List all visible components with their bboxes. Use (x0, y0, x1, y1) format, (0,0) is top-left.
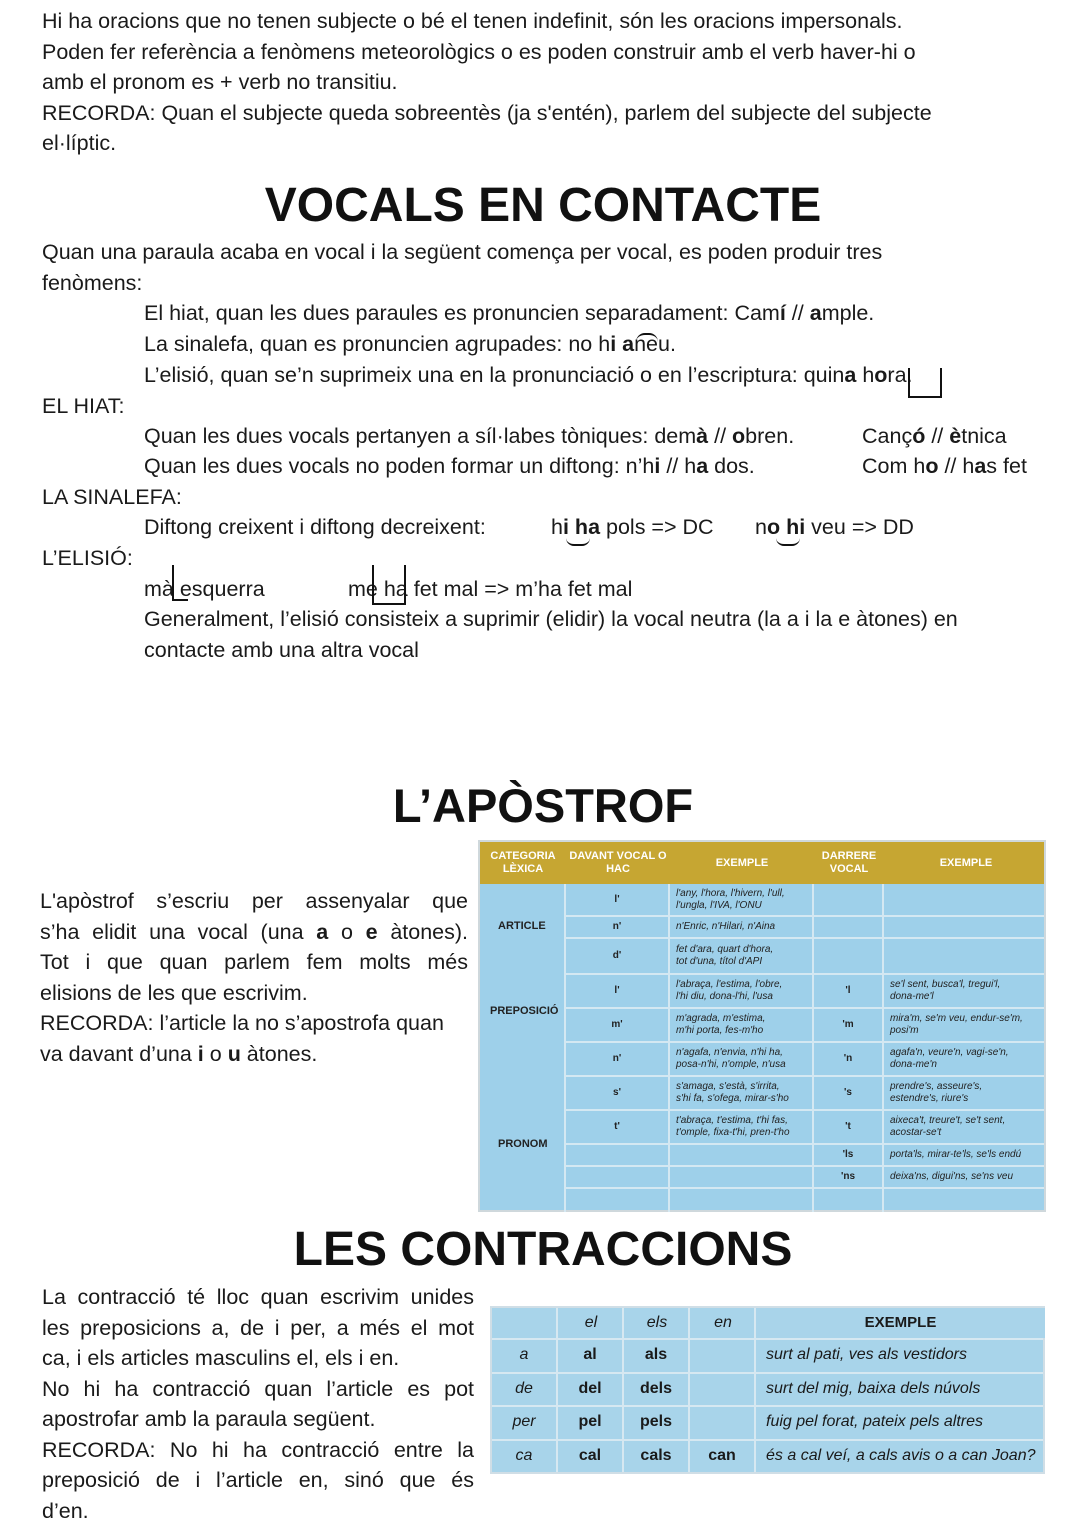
example-line: mira'm, se'm veu, endur-se'm, (890, 1013, 1023, 1024)
example-cell: surt al pati, ves als vestidors (766, 1346, 967, 1364)
elisio-label: L’ELISIÓ: (42, 546, 133, 570)
example-cell: és a cal veí, a cals avis o a can Joan? (766, 1446, 1036, 1464)
example-line: l'hi diu, dona-l'hi, l'usa (676, 991, 773, 1002)
table-row (566, 1009, 1044, 1043)
davant-cell: l' (614, 985, 620, 996)
example-line: fet d'ara, quart d'hora, (676, 944, 774, 955)
divider (556, 1308, 558, 1472)
elisio-rule (144, 604, 1044, 665)
divider (688, 1308, 690, 1472)
intro-line: RECORDA: Quan el subjecte queda sobreentès (ja s'entén), parlem del subjecte del subjecte (42, 100, 932, 125)
text-bold: ó (912, 424, 926, 448)
hiat-example-1 (862, 421, 1007, 452)
example-cell (670, 1077, 812, 1109)
darrere-cell: 'm (842, 1019, 854, 1030)
divider (754, 1308, 756, 1472)
example-cell: fuig pel forat, pateix pels altres (766, 1413, 984, 1431)
example-line: n'agafa, n'envia, n'hi ha, (676, 1047, 783, 1058)
table-row (566, 1043, 1044, 1077)
category-label: ARTICLE (498, 920, 546, 932)
intro-line: amb el pronom es + verb no transitiu. (42, 70, 398, 94)
example-cell (670, 917, 812, 937)
example-cell (670, 884, 812, 915)
contraction-cell (690, 1407, 754, 1438)
apostrof-table (478, 840, 1046, 1212)
text: // (708, 424, 733, 448)
text: // (925, 424, 950, 448)
text: Diftong creixent i diftong decreixent: (144, 515, 486, 539)
example-line: deixa'ns, digui'ns, se'ns veu (890, 1171, 1014, 1182)
contraction-cell: del (578, 1379, 602, 1397)
contraction-cell: cals (640, 1446, 672, 1464)
text-bold: a (809, 301, 822, 325)
example-cell: surt del mig, baixa dels núvols (766, 1379, 981, 1397)
text: Com h (862, 454, 926, 478)
text: ca, i els articles masculins el, els i en. (42, 1346, 400, 1370)
hiat-example-2 (862, 451, 1027, 482)
davant-cell: n' (612, 1053, 622, 1064)
header-cell: EXEMPLE (756, 1308, 1045, 1338)
header-cell: DAVANT VOCAL O HAC (569, 850, 667, 875)
text: Tot i que quan parlem fem molts més (40, 950, 468, 974)
text: elisions de les que escrivim. (40, 980, 308, 1005)
example-line: se'l sent, busca'l, tregui'l, (890, 979, 1001, 990)
darrere-cell: 'ns (840, 1171, 856, 1182)
davant-cell: l' (614, 893, 620, 905)
text: El hiat, quan les dues paraules es pronuncien separadament: Cam (144, 301, 780, 325)
text: RECORDA: l’article la no s’apostrofa quan (40, 1011, 444, 1035)
text-bold: à (696, 424, 709, 448)
preposition-cell: de (515, 1379, 533, 1397)
intro-line: el·líptic. (42, 131, 117, 155)
category-label: PREPOSICIÓ (490, 1005, 559, 1017)
text: apostrofar amb la paraula següent. (42, 1407, 376, 1431)
text: o (203, 1041, 228, 1066)
example-line: posa-n'hi, n'omple, n'usa (676, 1059, 786, 1070)
text: s fet (986, 454, 1027, 478)
contraction-cell: pels (639, 1413, 672, 1431)
example-line: acostar-se't (890, 1127, 942, 1138)
example-cell (884, 1167, 1048, 1187)
vocals-intro-line: Quan una paraula acaba en vocal i la següent comença per vocal, es poden produir tres (42, 240, 883, 264)
contraction-cell (690, 1340, 754, 1371)
example-line: l'ungla, l'IVA, l'ONU (676, 899, 762, 911)
example-line: s'hi fa, s'ofega, mirar-s'ho (676, 1093, 789, 1104)
table-row (566, 884, 1044, 917)
text: n (755, 515, 767, 539)
example-cell (670, 1111, 812, 1143)
darrere-cell (814, 884, 882, 915)
apostrof-table-body (480, 884, 1044, 1212)
example-cell (884, 939, 1048, 973)
text: La sinalefa, quan es pronuncien agrupades: no h (144, 332, 611, 356)
sinalefa-label: LA SINALEFA: (42, 485, 182, 509)
text-bold: o (925, 454, 939, 478)
table-row (566, 1077, 1044, 1111)
example-cell (670, 1167, 812, 1187)
text: àtones. (240, 1041, 318, 1066)
table-row (492, 1405, 1043, 1438)
example-line: l'any, l'hora, l'hivern, l'ull, (676, 887, 785, 899)
text: // h (660, 454, 697, 478)
example-cell (670, 975, 812, 1007)
table-row (492, 1338, 1043, 1371)
davant-cell: m' (611, 1019, 623, 1030)
text: neu. (634, 332, 676, 356)
text-bold: a (844, 363, 857, 387)
example-line: s'amaga, s'està, s'irrita, (676, 1081, 780, 1092)
text: mple. (821, 301, 875, 325)
text: d’en. (42, 1498, 89, 1523)
example-line: m'hi porta, fes-m'ho (676, 1025, 764, 1036)
apostrof-table-header (480, 842, 1044, 884)
text-bold: a (696, 454, 709, 478)
text-bold: i (799, 515, 806, 539)
text: La contracció té lloc quan escrivim unides (42, 1285, 474, 1309)
contraction-cell: can (708, 1446, 736, 1464)
contraccions-table-header (492, 1308, 1043, 1338)
vocals-title: VOCALS EN CONTACTE (264, 179, 822, 232)
example-cell (884, 1009, 1048, 1041)
text: contacte amb una altra vocal (144, 637, 419, 662)
intro-line: Hi ha oracions que no tenen subjecte o bé el tenen indefinit, són les oracions impersonals. (42, 9, 903, 33)
preposition-cell: a (519, 1346, 529, 1364)
example-line: prendre's, asseure's, (890, 1081, 983, 1092)
text: // h (938, 454, 975, 478)
table-row (492, 1439, 1043, 1472)
example-cell (884, 884, 1048, 915)
elisio-example-2: me ha fet mal => m’ha fet mal (348, 577, 633, 601)
text: ra. (887, 363, 913, 387)
example-line: posi'm (890, 1025, 919, 1036)
text-bold: o (874, 363, 888, 387)
example-line: t'abraça, t'estima, t'hi fas, (676, 1115, 788, 1126)
text-bold: a (588, 515, 601, 539)
text: bren. (745, 424, 795, 448)
text: pols => DC (600, 515, 714, 539)
table-row (566, 917, 1044, 939)
header-cell: CATEGORIA LÈXICA (490, 850, 556, 875)
example-cell (670, 939, 812, 973)
text: L'apòstrof s’escriu per assenyalar que (40, 889, 468, 913)
linking-arc (636, 333, 658, 342)
example-line: m'agrada, m'estima, (676, 1013, 766, 1024)
text: àtones). (377, 919, 469, 944)
text: veu => DD (805, 515, 914, 539)
text-bold: u (227, 1041, 241, 1066)
example-cell (884, 1077, 1048, 1109)
text: h (856, 363, 875, 387)
example-cell (884, 1111, 1048, 1143)
text-bold: o (732, 424, 746, 448)
elision-bracket (372, 565, 406, 605)
category-label: PRONOM (498, 1138, 548, 1150)
example-line: estendre's, riure's (890, 1093, 969, 1104)
example-line: porta'ls, mirar-te'ls, se'ls endú (890, 1149, 1022, 1160)
davant-cell: s' (613, 1087, 621, 1098)
vocals-intro (42, 237, 1042, 298)
contraccions-title: LES CONTRACCIONS (293, 1223, 793, 1276)
text: s’ha elidit una vocal (una (40, 919, 317, 944)
text: // (785, 301, 810, 325)
darrere-cell (814, 939, 882, 973)
intro-paragraph (42, 6, 1042, 159)
table-row (492, 1372, 1043, 1405)
example-cell (884, 1043, 1048, 1075)
text: No hi ha contracció quan l’article es pot (42, 1376, 474, 1401)
example-line: dona-me'l (890, 991, 934, 1002)
text: dos. (708, 454, 755, 478)
preposition-cell: ca (515, 1446, 533, 1464)
text: preposició de i l’article en, sinó que és (42, 1468, 474, 1492)
contraction-cell: cal (578, 1446, 602, 1464)
text (40, 917, 468, 948)
text: Canç (862, 424, 913, 448)
contraction-cell: al (583, 1346, 597, 1364)
example-cell (670, 1145, 812, 1165)
davant-cell: d' (612, 950, 622, 961)
header-cell: els (646, 1313, 668, 1331)
table-row (566, 975, 1044, 1009)
text-bold: è (949, 424, 962, 448)
contraction-cell (690, 1374, 754, 1405)
header-cell: en (714, 1313, 732, 1331)
preposition-cell: per (512, 1413, 536, 1431)
text-bold: o h (766, 515, 800, 539)
example-cell (670, 1009, 812, 1041)
elision-mark (172, 565, 188, 601)
example-cell (884, 1145, 1048, 1165)
darrere-cell: 'ls (842, 1149, 854, 1160)
hiat-label: EL HIAT: (42, 394, 125, 418)
example-line: dona-me'n (890, 1059, 937, 1070)
text: o (328, 919, 366, 944)
text-bold: a (974, 454, 987, 478)
darrere-cell (814, 917, 882, 937)
table-row (566, 1167, 1044, 1189)
text-bold: i (654, 454, 661, 478)
table-row (566, 939, 1044, 975)
darrere-cell: 's (844, 1087, 852, 1098)
example-line: n'Enric, n'Hilari, n'Aina (676, 921, 776, 932)
example-line: t'omple, fixa-t'hi, pren-t'ho (676, 1127, 790, 1138)
vocals-intro-line: fenòmens: (42, 270, 143, 295)
example-line: tot d'una, títol d'API (676, 956, 763, 967)
contraction-cell: dels (639, 1379, 672, 1397)
contraction-cell: als (644, 1346, 668, 1364)
text: Quan les dues vocals no poden formar un diftong: n’h (144, 454, 655, 478)
example-cell (884, 975, 1048, 1007)
text-bold: í (779, 301, 786, 325)
contraccions-table (490, 1306, 1045, 1474)
davant-cell (566, 1145, 668, 1165)
darrere-cell: 'n (843, 1053, 853, 1064)
table-row (566, 1145, 1044, 1167)
table-row (566, 1111, 1044, 1145)
intro-line: Poden fer referència a fenòmens meteorològics o es poden construir amb el verb haver-hi o (42, 39, 916, 64)
example-cell (670, 1043, 812, 1075)
contraction-cell: pel (578, 1413, 602, 1431)
text: h (551, 515, 563, 539)
darrere-cell: 'l (845, 985, 851, 996)
apostrof-title: L’APÒSTROF (392, 779, 694, 832)
davant-cell: n' (612, 921, 622, 932)
sinalefa-definition (144, 329, 1044, 360)
davant-cell (566, 1167, 668, 1187)
header-cell: EXEMPLE (715, 856, 769, 869)
example-cell (884, 917, 1048, 937)
example-line: l'abraça, l'estima, l'obre, (676, 979, 783, 990)
davant-cell: t' (614, 1121, 620, 1132)
text-bold: i (197, 1041, 204, 1066)
contraccions-text (42, 1282, 474, 1526)
text-bold: a (316, 919, 329, 944)
elisio-example-1: mà esquerra (144, 577, 265, 601)
text: L’elisió, quan se’n suprimeix una en la pronunciació o en l’escriptura: quin (144, 363, 845, 387)
example-line: aixeca't, treure't, se't sent, (890, 1115, 1006, 1126)
header-cell: EXEMPLE (939, 856, 993, 869)
text: va davant d’una (40, 1041, 198, 1066)
text-bold: e (365, 919, 378, 944)
apostrof-text (40, 886, 468, 1069)
darrere-cell: 't (845, 1121, 851, 1132)
text-bold: i h (562, 515, 589, 539)
text (40, 1039, 468, 1070)
header-cell: el (584, 1313, 598, 1331)
text: les preposicions a, de i per, a més el mot (42, 1315, 474, 1340)
header-cell: DARRERE VOCAL (821, 850, 877, 875)
hiat-definition (144, 298, 1044, 329)
text: tnica (961, 424, 1007, 448)
text: RECORDA: No hi ha contracció entre la (42, 1437, 474, 1462)
divider (622, 1308, 624, 1472)
text-bold: i a (610, 332, 635, 356)
text: Generalment, l’elisió consisteix a suprimir (elidir) la vocal neutra (la a i la e àtones) en (144, 607, 958, 631)
example-line: agafa'n, veure'n, vagi-se'n, (890, 1047, 1009, 1058)
text: Quan les dues vocals pertanyen a síl·labes tòniques: dem (144, 424, 697, 448)
